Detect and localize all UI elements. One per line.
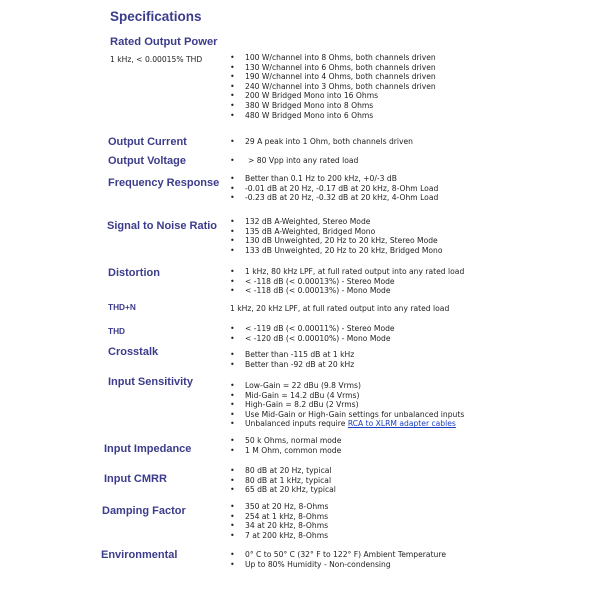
list-item xyxy=(230,419,464,429)
list-item: • 133 dB Unweighted, 20 Hz to 20 kHz, Bridged Mono xyxy=(230,246,443,256)
list-item: • < -120 dB (< 0.00010%) - Mono Mode xyxy=(230,334,395,344)
list-item: • 200 W Bridged Mono into 16 Ohms xyxy=(230,91,436,101)
signal-to-noise-list xyxy=(230,217,443,255)
rated-output-power-list xyxy=(230,53,436,120)
crosstalk-list xyxy=(230,350,354,369)
list-item: • Mid-Gain = 14.2 dBu (4 Vrms) xyxy=(230,391,464,401)
list-item: • High-Gain = 8.2 dBu (2 Vrms) xyxy=(230,400,464,410)
thd-list xyxy=(230,324,395,343)
output-voltage-heading: Output Voltage xyxy=(108,155,187,167)
list-item: • 50 k Ohms, normal mode xyxy=(230,436,341,446)
list-item: • < -118 dB (< 0.00013%) - Mono Mode xyxy=(230,286,464,296)
thd-n-heading: THD+N xyxy=(108,302,136,312)
output-current-heading: Output Current xyxy=(108,136,187,148)
list-item: • 130 dB Unweighted, 20 Hz to 20 kHz, Stereo Mode xyxy=(230,236,443,246)
distortion-list xyxy=(230,267,464,296)
input-cmrr-list xyxy=(230,466,336,495)
rated-output-power-heading: Rated Output Power xyxy=(110,36,218,48)
list-item: • > 80 Vpp into any rated load xyxy=(230,156,358,166)
list-item: • 130 W/channel into 6 Ohms, both channels driven xyxy=(230,63,436,73)
rated-output-power-condition: 1 kHz, < 0.00015% THD xyxy=(110,55,203,64)
list-item: • Low-Gain = 22 dBu (9.8 Vrms) xyxy=(230,381,464,391)
list-item: • < -119 dB (< 0.00011%) - Stereo Mode xyxy=(230,324,395,334)
environmental-heading: Environmental xyxy=(101,549,178,561)
list-item: • Better than 0.1 Hz to 200 kHz, +0/-3 dB xyxy=(230,174,438,184)
list-item: • 190 W/channel into 4 Ohms, both channels driven xyxy=(230,72,436,82)
signal-to-noise-heading: Signal to Noise Ratio xyxy=(107,220,218,232)
output-current-list xyxy=(230,137,413,147)
list-item: • Better than -92 dB at 20 kHz xyxy=(230,360,354,370)
input-cmrr-heading: Input CMRR xyxy=(104,473,167,485)
page-title: Specifications xyxy=(110,9,202,24)
output-voltage-list xyxy=(230,156,358,166)
damping-factor-heading: Damping Factor xyxy=(102,505,186,517)
input-sensitivity-list xyxy=(230,381,464,429)
thd-heading: THD xyxy=(108,326,126,336)
unbalanced-inputs-text: Unbalanced inputs require xyxy=(245,419,348,429)
list-item: • 80 dB at 1 kHz, typical xyxy=(230,476,336,486)
input-impedance-list xyxy=(230,436,341,455)
list-item: • < -118 dB (< 0.00013%) - Stereo Mode xyxy=(230,277,464,287)
input-sensitivity-heading: Input Sensitivity xyxy=(108,376,193,388)
environmental-list xyxy=(230,550,446,569)
input-impedance-heading: Input Impedance xyxy=(104,443,192,455)
list-item: • 1 M Ohm, common mode xyxy=(230,446,341,456)
frequency-response-heading: Frequency Response xyxy=(108,177,220,189)
list-item: • 480 W Bridged Mono into 6 Ohms xyxy=(230,111,436,121)
list-item: • -0.23 dB at 20 Hz, -0.32 dB at 20 kHz, 4-Ohm Load xyxy=(230,193,438,203)
list-item: • Use Mid-Gain or High-Gain settings for unbalanced inputs xyxy=(230,410,464,420)
list-item: • 0° C to 50° C (32° F to 122° F) Ambient Temperature xyxy=(230,550,446,560)
list-item: • 80 dB at 20 Hz, typical xyxy=(230,466,336,476)
list-item: • 100 W/channel into 8 Ohms, both channels driven xyxy=(230,53,436,63)
list-item: • 380 W Bridged Mono into 8 Ohms xyxy=(230,101,436,111)
damping-factor-list xyxy=(230,502,328,540)
list-item: • 65 dB at 20 kHz, typical xyxy=(230,485,336,495)
frequency-response-list xyxy=(230,174,438,203)
list-item: • 240 W/channel into 3 Ohms, both channels driven xyxy=(230,82,436,92)
list-item: • 1 kHz, 80 kHz LPF, at full rated output into any rated load xyxy=(230,267,464,277)
crosstalk-heading: Crosstalk xyxy=(108,346,159,358)
list-item: • 34 at 20 kHz, 8-Ohms xyxy=(230,521,328,531)
list-item: • -0.01 dB at 20 Hz, -0.17 dB at 20 kHz, 8-Ohm Load xyxy=(230,184,438,194)
list-item: • Better than -115 dB at 1 kHz xyxy=(230,350,354,360)
list-item: • 132 dB A-Weighted, Stereo Mode xyxy=(230,217,443,227)
list-item: • 254 at 1 kHz, 8-Ohms xyxy=(230,512,328,522)
list-item: • Up to 80% Humidity - Non-condensing xyxy=(230,560,446,570)
distortion-heading: Distortion xyxy=(108,267,160,279)
thd-n-text: 1 kHz, 20 kHz LPF, at full rated output into any rated load xyxy=(230,304,450,313)
list-item: • 350 at 20 Hz, 8-Ohms xyxy=(230,502,328,512)
list-item: • 135 dB A-Weighted, Bridged Mono xyxy=(230,227,443,237)
rca-adapter-link[interactable]: RCA to XLRM adapter cables xyxy=(347,419,456,429)
list-item: • 29 A peak into 1 Ohm, both channels driven xyxy=(230,137,413,147)
list-item: • 7 at 200 kHz, 8-Ohms xyxy=(230,531,328,541)
